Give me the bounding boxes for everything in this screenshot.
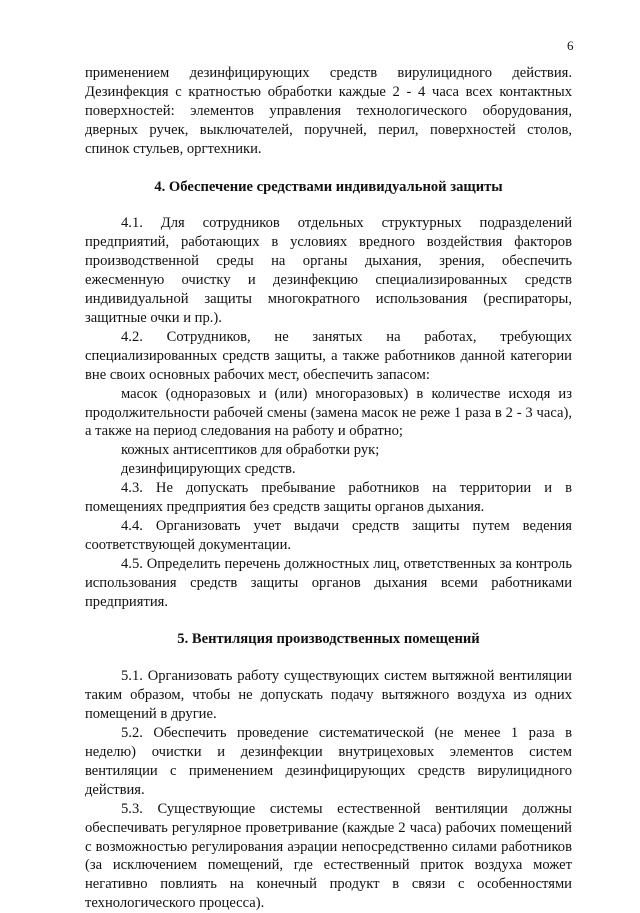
paragraph-4-1: 4.1. Для сотрудников отдельных структурных подразделений предприятий, работающих в условиях вредного воздействия факторов производственной среды на органы дыхания, зрения, обеспечить ежесменную очистку и дезинфекцию специализированных средств индивидуальной защиты многократного использования (респираторы, защитные очки и пр.).: [85, 215, 572, 326]
list-item-masks: масок (одноразовых и (или) многоразовых) в количестве исходя из продолжительности рабочей смены (замена масок не реже 1 раза в 2 - 3 часа), а также на период следования на работу и обратно;: [85, 385, 572, 440]
paragraph-5-1: 5.1. Организовать работу существующих систем вытяжной вентиляции таким образом, чтобы не допускать подачу вытяжного воздуха из одних помещений в другие.: [85, 668, 572, 723]
section-5-heading: 5. Вентиляция производственных помещений: [177, 631, 480, 648]
paragraph-4-3: 4.3. Не допускать пребывание работников на территории и в помещениях предприятия без средств защиты органов дыхания.: [85, 480, 572, 516]
paragraph-4-2: 4.2. Сотрудников, не занятых на работах, требующих специализированных средств защиты, а также работников данной категории вне своих основных рабочих мест, обеспечить запасом:: [85, 328, 572, 383]
page-content: [85, 64, 572, 913]
paragraph-5-3: 5.3. Существующие системы естественной вентиляции должны обеспечивать регулярное проветривание (каждые 2 часа) рабочих помещений с возможностью регулирования аэрации непосредственно силами работников (за исключением помещений, где естественный приток воздуха может негативно повлиять на конечный продукт в связи с особенностями технологического процесса).: [85, 800, 572, 912]
intro-paragraph: применением дезинфицирующих средств вирулицидного действия. Дезинфекция с кратностью обработки каждые 2 - 4 часа всех контактных поверхностей: элементов управления технологического оборудования, дверных ручек, выключателей, поручней, перил, поверхностей столов, спинок стульев, оргтехники.: [85, 65, 572, 157]
page-number: 6: [567, 38, 574, 53]
paragraph-4-4: 4.4. Организовать учет выдачи средств защиты путем ведения соответствующей документации.: [85, 517, 572, 553]
section-4-heading: 4. Обеспечение средствами индивидуальной защиты: [154, 178, 503, 195]
list-item-disinfectants: дезинфицирующих средств.: [121, 461, 296, 478]
list-item-antiseptics: кожных антисептиков для обработки рук;: [121, 442, 380, 459]
paragraph-4-5: 4.5. Определить перечень должностных лиц, ответственных за контроль использования средств защиты органов дыхания всеми работниками предприятия.: [85, 555, 572, 610]
paragraph-5-2: 5.2. Обеспечить проведение систематической (не менее 1 раза в неделю) очистки и дезинфекции внутрицеховых элементов систем вентиляции с применением дезинфицирующих средств вирулицидного действия.: [85, 725, 572, 798]
